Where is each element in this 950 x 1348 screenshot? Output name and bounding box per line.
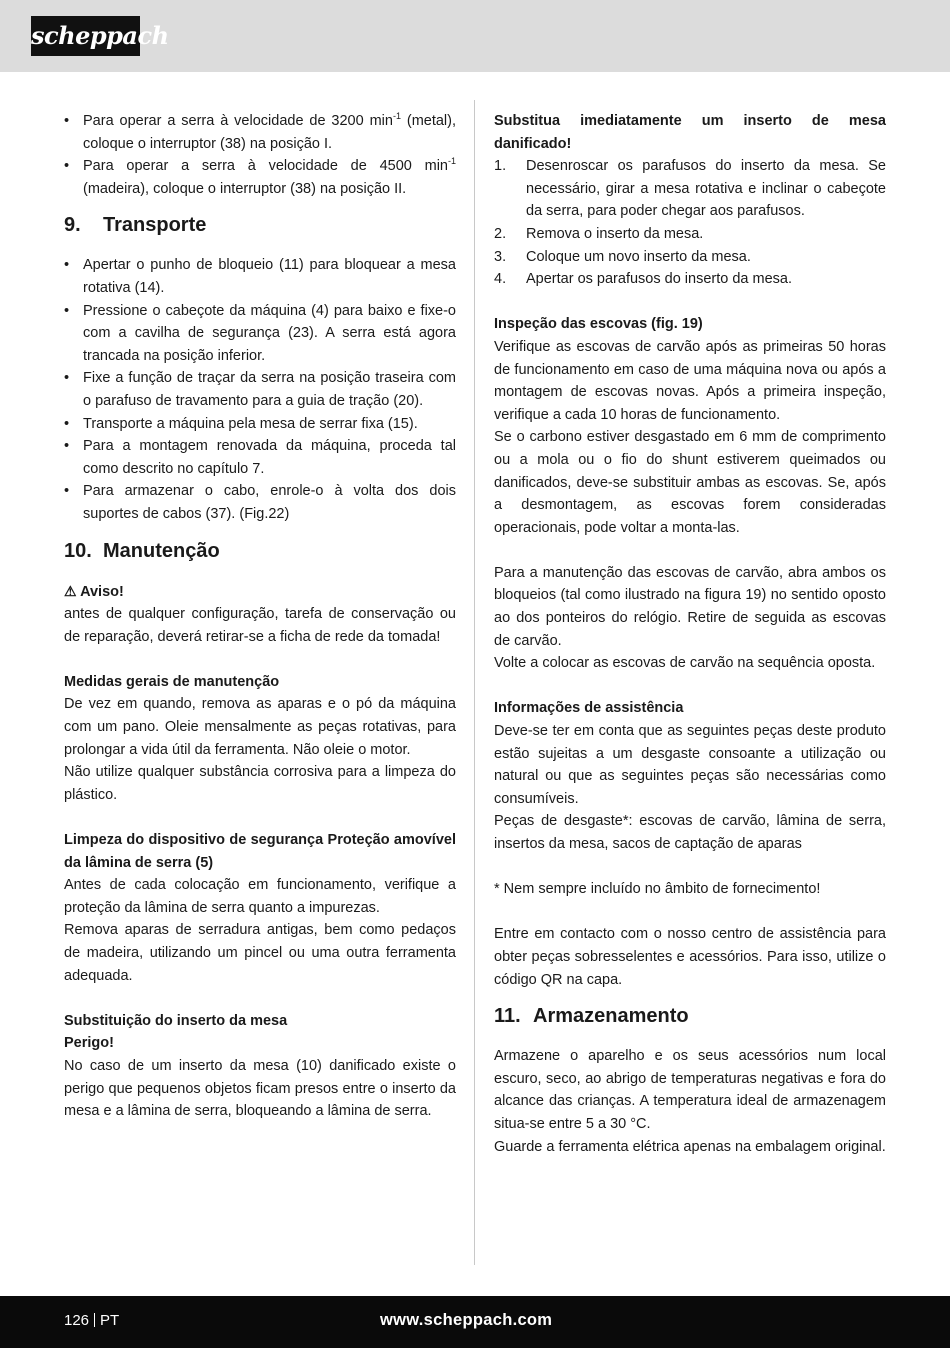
list-item: • Para operar a serra à velocidade de 3200 $\min^{-1}$ (metal), coloque o interruptor (38) na posição I. <box>64 110 456 155</box>
section-heading-manutencao: 10. Manutenção <box>64 539 220 562</box>
brushes-text: Para a manutenção das escovas de carvão, abra ambos os bloqueios (tal como ilustrado na figura 19) no sentido oposto ao dos ponteiros do relógio. Retire de seguida as escovas de carvão. <box>494 564 886 649</box>
general-maintenance-text: Não utilize qualquer substância corrosiva para a limpeza do plástico. <box>64 764 456 803</box>
header-band <box>0 0 950 72</box>
storage-text: Armazene o aparelho e os seus acessórios num local escuro, seco, ao abrigo de temperaturas negativas e fora do alcance das crianças. A temperatura ideal de armazenagem situa-se entre 5 a 30 °C. <box>494 1048 886 1132</box>
service-title: Informações de assistência <box>494 700 684 717</box>
general-maintenance-title: Medidas gerais de manutenção <box>64 673 280 690</box>
cleaning-title: Limpeza do dispositivo de segurança Proteção amovível da lâmina de serra (5) <box>64 832 456 871</box>
list-item: 3. Coloque um novo inserto da mesa. <box>494 248 751 265</box>
footer-bar <box>0 1296 950 1348</box>
service-note: * Nem sempre incluído no âmbito de fornecimento! <box>494 881 821 898</box>
speed-bullet-list <box>64 110 456 200</box>
storage-text: Guarde a ferramenta elétrica apenas na embalagem original. <box>494 1138 886 1155</box>
list-item: • Para a montagem renovada da máquina, proceda tal como descrito no capítulo 7. <box>64 435 456 480</box>
service-contact: Entre em contacto com o nosso centro de assistência para obter peças sobresselentes e acessórios. Para isso, utilize o código QR na capa. <box>494 926 886 988</box>
brushes-text: Verifique as escovas de carvão após as primeiras 50 horas de funcionamento em caso de uma máquina nova ou após a montagem de escovas novas. Após a primeira inspeção, verifique a cada 10 horas de funcionamento. <box>494 338 886 423</box>
section-heading-armazenamento: 11. Armazenamento <box>494 1005 689 1028</box>
service-text: Peças de desgaste*: escovas de carvão, lâmina de serra, insertos da mesa, sacos de captação de aparas <box>494 813 886 852</box>
list-item: • Fixe a função de traçar da serra na posição traseira com o parafuso de travamento para a guia de tração (20). <box>64 367 456 412</box>
insert-replacement-title: Substituição do inserto da mesa <box>64 1012 288 1029</box>
transport-bullet-list <box>64 254 456 525</box>
list-item: • Para operar a serra à velocidade de 4500 $\min^{-1}$ (madeira), coloque o interruptor (38) na posição II. <box>64 155 456 200</box>
service-text: Deve-se ter em conta que as seguintes peças deste produto estão sujeitas a um desgaste consoante a utilização ou natural ou que as seguintes peças são necessárias como consumíveis. <box>494 723 886 807</box>
list-item: • Para armazenar o cabo, enrole-o à volta dos dois suportes de cabos (37). (Fig.22) <box>64 480 456 525</box>
section-heading-transporte: 9. Transporte <box>64 214 207 237</box>
replace-steps-list <box>494 155 886 291</box>
warning-icon: ⚠ <box>64 582 77 599</box>
list-item: • Apertar o punho de bloqueio (11) para bloquear a mesa rotativa (14). <box>64 254 456 299</box>
general-maintenance-text: De vez em quando, remova as aparas e o pó da máquina com um pano. Oleie mensalmente as peças rotativas, para prolongar a vida útil da ferramenta. Não oleie o motor. <box>64 696 456 758</box>
website-link[interactable]: www.scheppach.com <box>380 1311 553 1329</box>
page-number: 126 PT <box>64 1312 120 1329</box>
list-item: • Pressione o cabeçote da máquina (4) para baixo e fixe-o com a cavilha de segurança (23). A serra está agora trancada na posição inferior. <box>64 300 456 368</box>
warning-title: ⚠ Aviso! <box>64 582 124 600</box>
left-column <box>64 110 456 1123</box>
danger-text: No caso de um inserto da mesa (10) danificado existe o perigo que pequenos objetos ficam presos entre o inserto da mesa e a lâmina de serra, bloqueando a lâmina de serra. <box>64 1057 456 1120</box>
scheppach-logo: scheppach <box>31 16 140 56</box>
list-item: 4. Apertar os parafusos do inserto da mesa. <box>494 271 792 288</box>
warning-text: antes de qualquer configuração, tarefa de conservação ou de reparação, deverá retirar-se a ficha de rede da tomada! <box>64 606 456 645</box>
brushes-title: Inspeção das escovas (fig. 19) <box>494 316 703 333</box>
cleaning-text: Antes de cada colocação em funcionamento, verifique a proteção da lâmina de serra quanto a impurezas. <box>64 877 456 916</box>
column-divider <box>474 100 475 1265</box>
list-item: • Transporte a máquina pela mesa de serrar fixa (15). <box>64 413 456 436</box>
brushes-text: Se o carbono estiver desgastado em 6 mm de comprimento ou a mola ou o fio do shunt estiverem queimados ou danificados, deve-se substituir ambas as escovas. Se, após a desmontagem, as escovas forem consideradas operacionais, pode voltar a monta-las. <box>494 429 886 536</box>
list-item: 2. Remova o inserto da mesa. <box>494 225 704 242</box>
right-column <box>494 110 886 1158</box>
list-item: 1. Desenroscar os parafusos do inserto da mesa. Se necessário, girar a mesa rotativa e inclinar o cabeçote da serra, para poder chegar aos parafusos. <box>494 158 886 220</box>
danger-title: Perigo! <box>64 1035 114 1052</box>
cleaning-text: Remova aparas de serradura antigas, bem como pedaços de madeira, utilizando um pincel ou uma outra ferramenta adequada. <box>64 922 456 984</box>
replace-insert-title: Substitua imediatamente um inserto de mesa danificado! <box>494 113 886 152</box>
brushes-text: Volte a colocar as escovas de carvão na sequência oposta. <box>494 655 876 672</box>
